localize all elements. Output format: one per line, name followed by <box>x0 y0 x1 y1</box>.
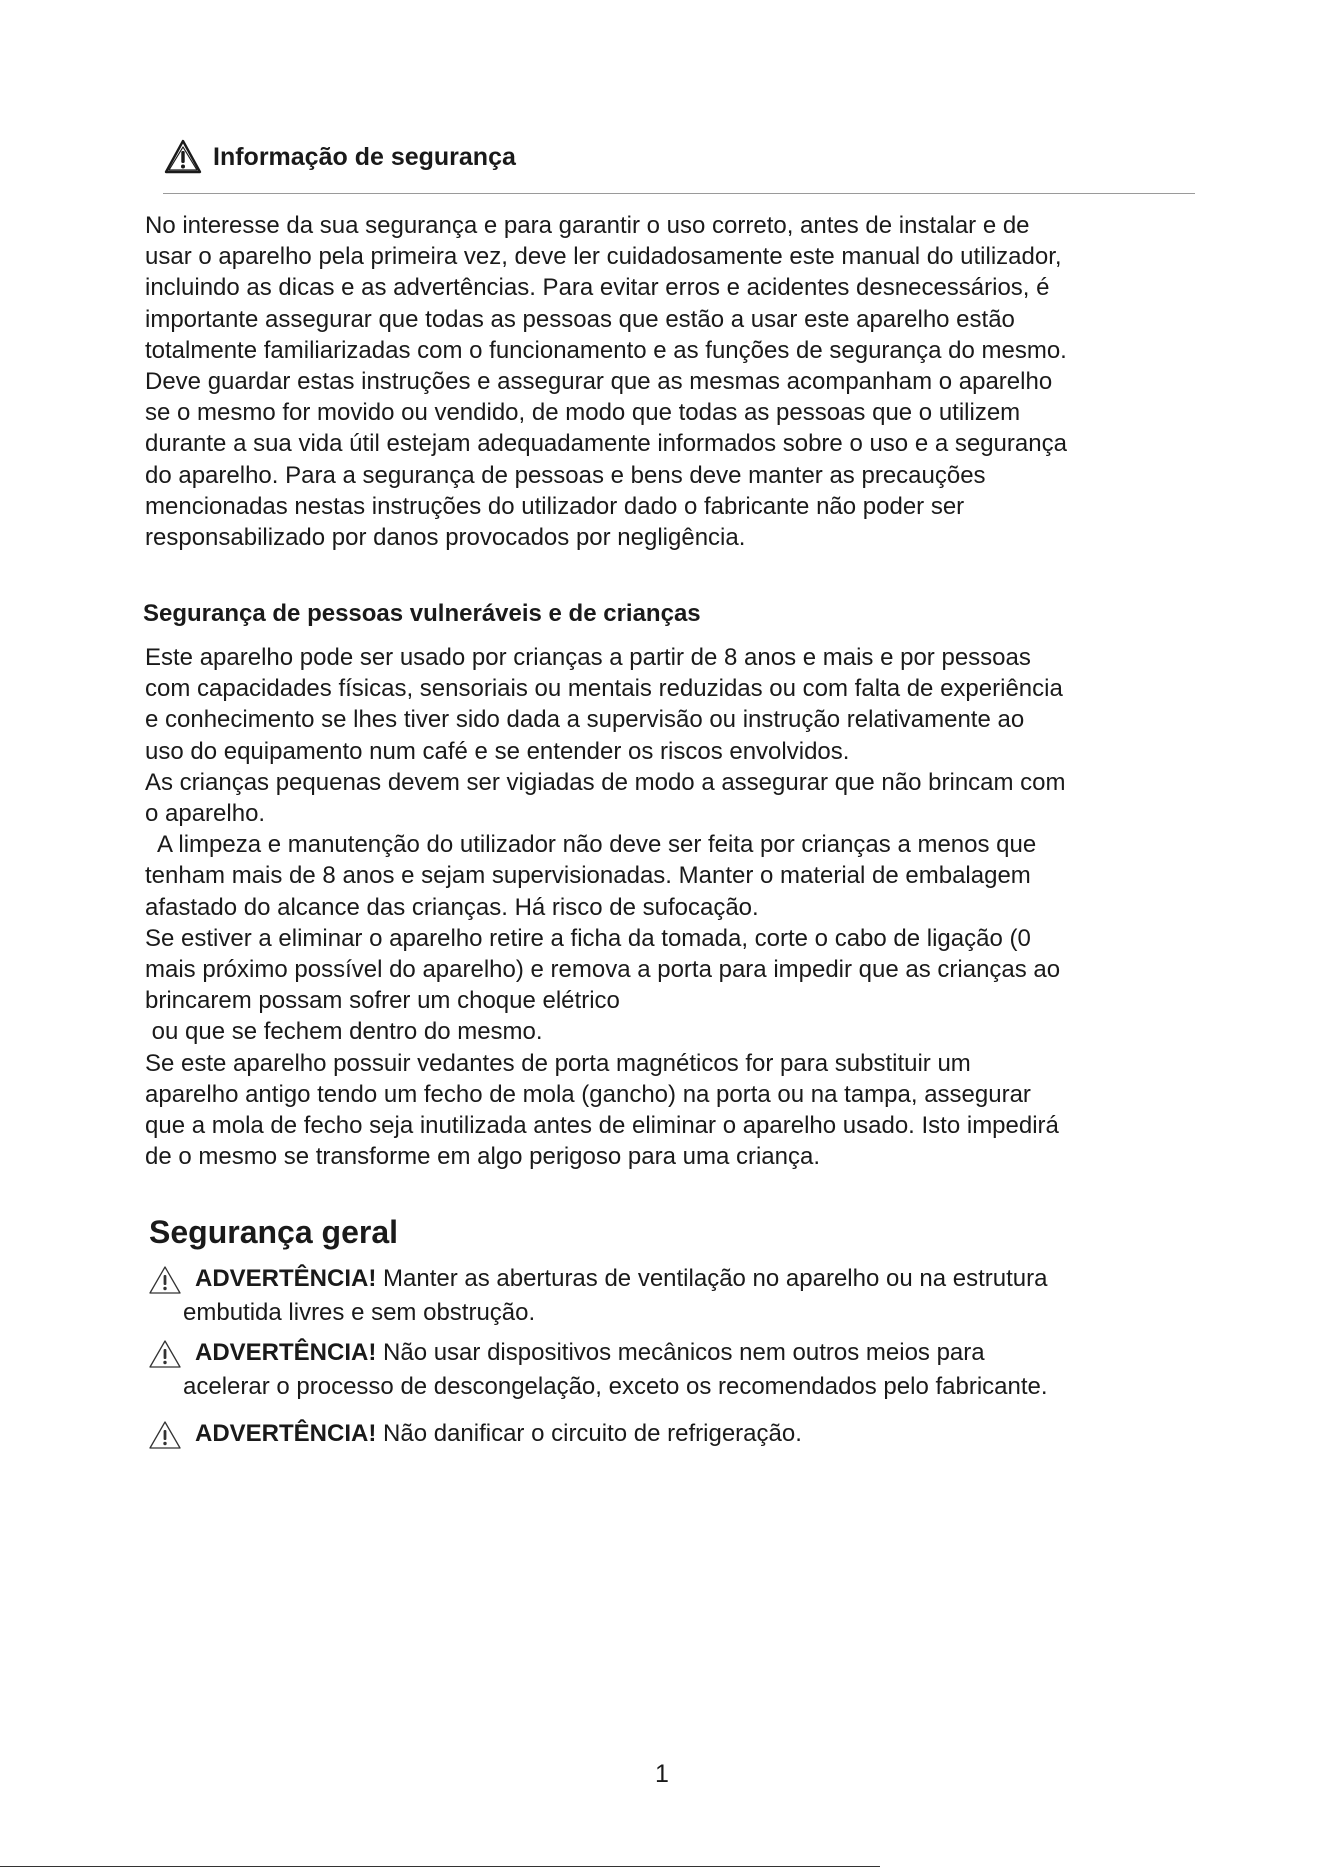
page-number: 1 <box>655 1760 669 1788</box>
text-line: mais próximo possível do aparelho) e remova a porta para impedir que as crianças ao <box>145 956 1061 984</box>
text-line: totalmente familiarizadas com o funcionamento e as funções de segurança do mesmo. <box>145 336 1067 364</box>
warning-label: ADVERTÊNCIA! <box>195 1339 377 1366</box>
text-line: tenham mais de 8 anos e sejam supervisionadas. Manter o material de embalagem <box>145 862 1031 890</box>
text-line: se o mesmo for movido ou vendido, de modo que todas as pessoas que o utilizem <box>145 399 1021 427</box>
intro-paragraph <box>145 210 1195 553</box>
footer-divider <box>0 1866 880 1867</box>
text-line: mencionadas nestas instruções do utilizador dado o fabricante não poder ser <box>145 492 965 520</box>
text-line: do aparelho. Para a segurança de pessoas e bens deve manter as precauções <box>145 461 986 489</box>
page-title: Informação de segurança <box>213 142 516 171</box>
vulnerable-section-title: Segurança de pessoas vulneráveis e de crianças <box>143 600 701 627</box>
text-line: importante assegurar que todas as pessoas que estão a usar este aparelho estão <box>145 305 1015 333</box>
warning-triangle-icon <box>163 138 203 176</box>
text-line: aparelho antigo tendo um fecho de mola (gancho) na porta ou na tampa, assegurar <box>145 1080 1031 1108</box>
warning-triangle-icon <box>147 1338 183 1370</box>
text-line: Se estiver a eliminar o aparelho retire a ficha da tomada, corte o cabo de ligação (0 <box>145 924 1031 952</box>
warning-triangle-icon <box>147 1419 183 1451</box>
warning-text-continued: acelerar o processo de descongelação, exceto os recomendados pelo fabricante. <box>183 1373 1048 1400</box>
text-line: As crianças pequenas devem ser vigiadas de modo a assegurar que não brincam com <box>145 768 1066 796</box>
text-line: Deve guardar estas instruções e assegurar que as mesmas acompanham o aparelho <box>145 368 1053 396</box>
warning-text: Não usar dispositivos mecânicos nem outros meios para <box>376 1339 985 1366</box>
text-line: e conhecimento se lhes tiver sido dada a supervisão ou instrução relativamente ao <box>145 706 1025 734</box>
warning-item <box>147 1336 1207 1404</box>
text-line: ou que se fechem dentro do mesmo. <box>145 1018 543 1046</box>
text-line: responsabilizado por danos provocados por negligência. <box>145 524 746 552</box>
text-line: de o mesmo se transforme em algo perigoso para uma criança. <box>145 1143 820 1171</box>
warning-text: Não danificar o circuito de refrigeração. <box>376 1420 802 1447</box>
text-line: Se este aparelho possuir vedantes de porta magnéticos for para substituir um <box>145 1049 971 1077</box>
text-line: usar o aparelho pela primeira vez, deve ler cuidadosamente este manual do utilizador, <box>145 243 1062 271</box>
warning-text-continued: embutida livres e sem obstrução. <box>183 1299 536 1326</box>
warning-label: ADVERTÊNCIA! <box>195 1420 377 1447</box>
warning-item <box>147 1262 1207 1330</box>
warning-item <box>147 1417 1207 1451</box>
text-line: No interesse da sua segurança e para garantir o uso correto, antes de instalar e de <box>145 212 1030 239</box>
text-line: que a mola de fecho seja inutilizada antes de eliminar o aparelho usado. Isto impedirá <box>145 1112 1059 1140</box>
text-line: afastado do alcance das crianças. Há risco de sufocação. <box>145 893 759 921</box>
header-divider <box>163 193 1195 194</box>
text-line: Este aparelho pode ser usado por crianças a partir de 8 anos e mais e por pessoas <box>145 644 1031 671</box>
warning-text: Manter as aberturas de ventilação no aparelho ou na estrutura <box>376 1265 1048 1292</box>
text-line: A limpeza e manutenção do utilizador não deve ser feita por crianças a menos que <box>145 831 1037 859</box>
warning-label: ADVERTÊNCIA! <box>195 1265 377 1292</box>
text-line: com capacidades físicas, sensoriais ou mentais reduzidas ou com falta de experiência <box>145 675 1063 703</box>
text-line: durante a sua vida útil estejam adequadamente informados sobre o uso e a segurança <box>145 430 1067 458</box>
text-line: uso do equipamento num café e se entender os riscos envolvidos. <box>145 737 850 765</box>
text-line: o aparelho. <box>145 800 266 828</box>
warning-triangle-icon <box>147 1264 183 1296</box>
section-header <box>163 138 516 176</box>
text-line: incluindo as dicas e as advertências. Para evitar erros e acidentes desnecessários, é <box>145 274 1050 302</box>
general-safety-title: Segurança geral <box>149 1214 398 1250</box>
vulnerable-paragraph <box>145 642 1195 1172</box>
text-line: brincarem possam sofrer um choque elétrico <box>145 987 620 1015</box>
